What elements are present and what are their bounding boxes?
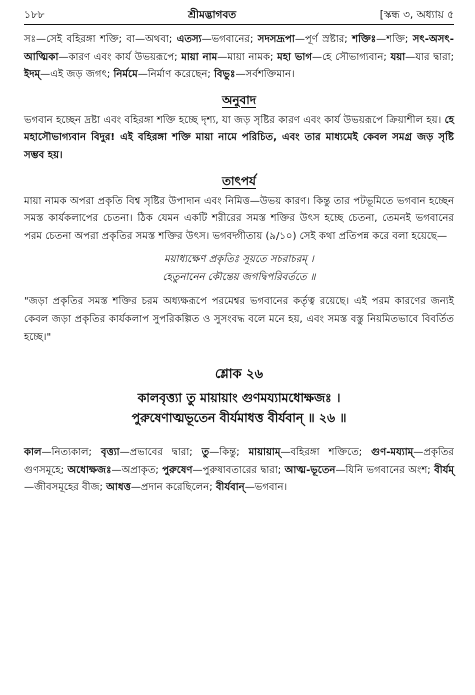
verse-line: ময়াধ্যক্ষেণ প্রকৃতিঃ সূয়তে সচরাচরম্ । xyxy=(164,254,314,266)
verse-line: হেতুনানেন কৌন্তেয় জগদ্বিপরিবর্ততে ॥ xyxy=(162,272,316,284)
keyword: অধোক্ষজঃ xyxy=(67,464,112,476)
keyword: আত্ম-ভূতেন xyxy=(284,464,336,476)
keyword: শক্তিঃ xyxy=(352,34,377,45)
keyword: সদসদ্রূপা xyxy=(257,34,295,45)
keyword: আধত্ত xyxy=(106,482,131,494)
quoted-verse xyxy=(24,251,454,287)
keyword: বিদুর! এই বহিরঙ্গা শক্তি মায়া নামে পরিচিত, এবং তার মাধ্যমেই কেবল সমগ্র জড় সৃষ্টি সম্ভব হয়। xyxy=(24,132,454,161)
gloss-text: —প্রকৃতির গুণসমূহে; xyxy=(24,447,454,476)
section-label: [স্কন্ধ ৩, অধ্যায় ৫ xyxy=(379,9,454,21)
gloss-text: ভগবান হচ্ছেন দ্রষ্টা এবং বহিরঙ্গা শক্তি হচ্ছে দৃশ্য, যা জড় সৃষ্টির কারণ এবং কার্য উভয়রূপে ক্রিয়াশীল হয়। xyxy=(24,114,445,126)
gloss-text: —শক্তি; xyxy=(376,34,413,45)
gloss-text: —হে সৌভাগ্যবান; xyxy=(311,51,391,63)
translation-heading: অনুবাদ xyxy=(221,92,257,107)
gloss-text: —পূর্ণ স্রষ্টার; xyxy=(294,34,353,45)
header-rule xyxy=(24,24,454,25)
keyword: হে মহাসৌভাগ্যবান xyxy=(24,114,454,144)
purport-paragraph: মায়া নামক অপরা প্রকৃতি বিশ্ব সৃষ্টির উপাদান এবং নিমিত্ত—উভয় কারণ। কিন্তু তার পটভূমিতে ভগবান হচ্ছেন সমস্ত কার্যকলাপের চেতনা। ঠিক যেমন একটি শরীরের সমস্ত শক্তির উৎস হচ্ছে চেতনা, তেমনই ভগবানের পরম চেতনা অপরা প্রকৃতির সমস্ত শক্তির উৎস। ভগবদ্গীতায় (৯/১০) সেই কথা প্রতিপন্ন করে বলা হয়েছে— xyxy=(24,195,454,242)
gloss-text: —যিনি ভগবানের অংশ; xyxy=(335,464,435,476)
purport-heading: তাৎপর্য xyxy=(222,173,256,188)
sloka-title: শ্লোক ২৬ xyxy=(214,367,264,383)
running-header xyxy=(24,8,454,22)
page-number: ১৮৮ xyxy=(24,9,45,21)
keyword: নির্মমে xyxy=(113,69,138,81)
word-meaning-paragraph xyxy=(24,444,454,497)
keyword: মায়া নাম xyxy=(181,51,218,63)
gloss-text: —এই জড় জগৎ; xyxy=(40,69,114,81)
keyword: বৃত্ত্যা xyxy=(100,447,120,459)
gloss-text: —নিত্যকাল; xyxy=(41,447,101,459)
gloss-text: —কারণ এবং কার্য উভয়রূপে; xyxy=(58,51,182,63)
sloka-line: কালবৃত্ত্যা তু মায়ায়াং গুণময্যামধোক্ষজঃ । xyxy=(137,390,341,406)
verse-translation-quote: "জড়া প্রকৃতির সমস্ত শক্তির চরম অধ্যক্ষরূপে পরমেশ্বর ভগবানের কর্তৃত্ব রয়েছে। এই পরম কারণের জন্যই কেবল জড়া প্রকৃতির কার্যকলাপ সুপরিকল্পিত ও সুসংবদ্ধ বলে মনে হয়, এবং সমস্ত বস্তু নিয়মিতভাবে বিবর্তিত হচ্ছে।" xyxy=(24,296,454,343)
keyword: এতস্য xyxy=(176,34,202,45)
gloss-text: —পুরুষাবতারের দ্বারা; xyxy=(192,464,285,476)
keyword: মায়ায়াম্ xyxy=(248,447,281,459)
gloss-text: —প্রদান করেছিলেন; xyxy=(130,482,216,494)
gloss-text: —কিন্তু; xyxy=(209,447,249,459)
sloka-line: পুরুষেণাত্মভূতেন বীর্যমাধত্ত বীর্যবান্ ॥ ২৬ ॥ xyxy=(131,410,347,426)
keyword: গুণ-ময্যাম্ xyxy=(371,447,414,459)
keyword: মহা ভাগ xyxy=(277,51,312,63)
gloss-text: —নির্মাণ করেছেন; xyxy=(137,69,215,81)
gloss-text: সঃ—সেই বহিরঙ্গা শক্তি; বা—অথবা; xyxy=(24,34,177,45)
gloss-text: —অপ্রাকৃত; xyxy=(111,464,163,476)
gloss-text: —যার দ্বারা; xyxy=(405,51,455,63)
synonyms-paragraph xyxy=(24,31,454,84)
keyword: সৎ-অসৎ-আত্মিকা xyxy=(24,34,454,63)
keyword: বীর্যম্ xyxy=(434,464,455,476)
gloss-text: —ভগবানের; xyxy=(201,34,258,45)
gloss-text: —সর্বশক্তিমান। xyxy=(235,69,295,81)
keyword: যয়া xyxy=(390,51,406,63)
keyword: বিভুঃ xyxy=(214,69,236,81)
keyword: পুরুষেণ xyxy=(162,464,193,476)
keyword: তু xyxy=(201,447,210,459)
gloss-text: —জীবসমূহের বীজ; xyxy=(24,482,107,494)
gloss-text: —বহিরঙ্গা শক্তিতে; xyxy=(280,447,372,459)
book-title: শ্রীমদ্ভাগবত xyxy=(188,9,237,21)
keyword: বীর্যবান্ xyxy=(215,482,245,494)
gloss-text: —মায়া নামক; xyxy=(217,51,278,63)
keyword: ইদম্ xyxy=(24,69,41,81)
keyword: কাল xyxy=(24,447,42,459)
gloss-text: —প্রভাবের দ্বারা; xyxy=(119,447,202,459)
gloss-text: —ভগবান। xyxy=(244,482,288,494)
translation-paragraph xyxy=(24,112,454,165)
page xyxy=(24,8,454,497)
